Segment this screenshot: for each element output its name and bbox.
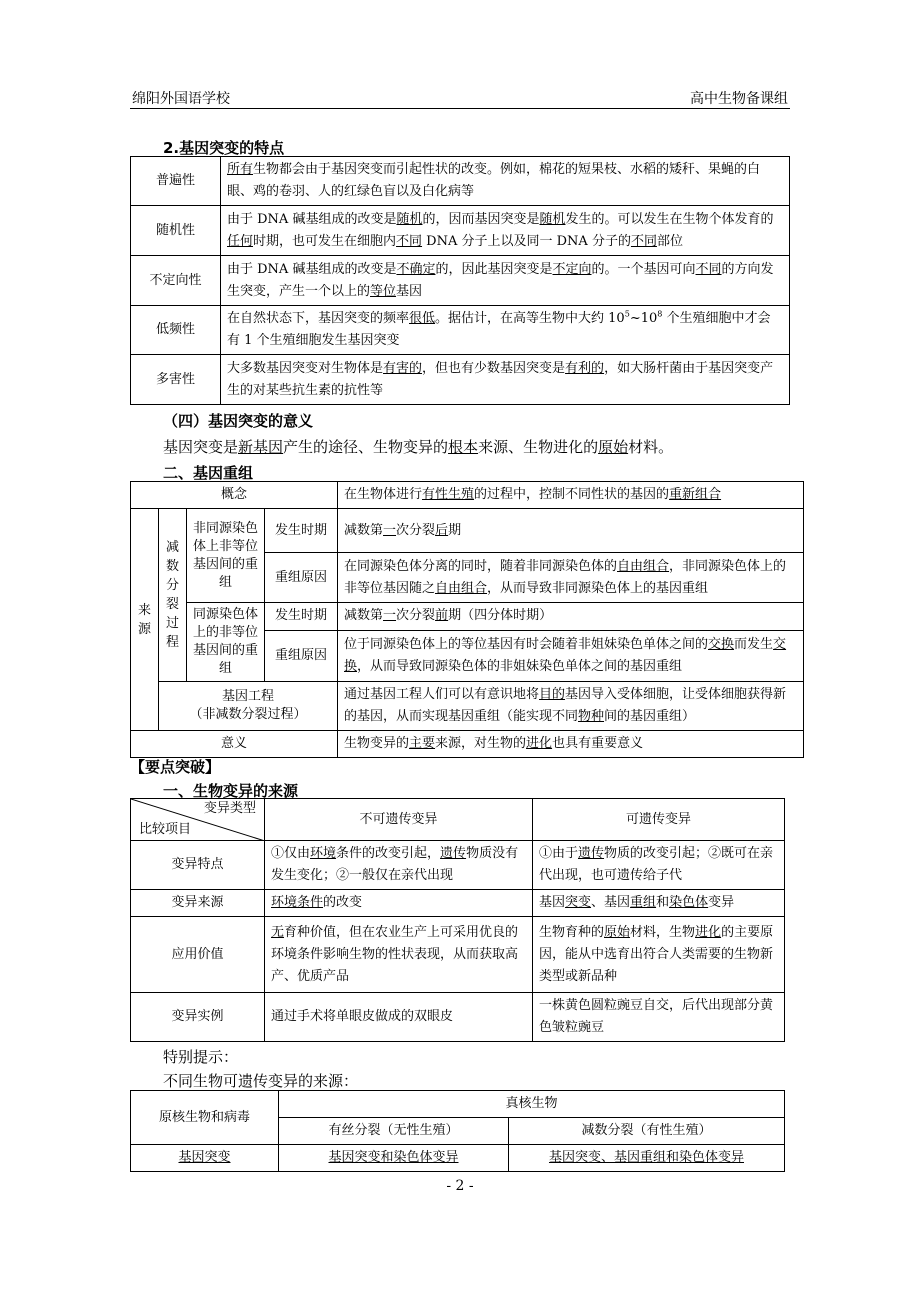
significance-text: 基因突变是新基因产生的途径、生物变异的根本来源、生物进化的原始材料。 <box>163 438 674 456</box>
variation-row <box>131 993 785 1042</box>
eukaryote-label: 真核生物 <box>279 1091 785 1118</box>
variation-row <box>131 890 785 917</box>
meaning-text: 生物变异的主要来源，对生物的进化也具有重要意义 <box>338 731 804 758</box>
type1-label: 非同源染色体上非等位基因间的重组 <box>187 509 265 603</box>
engineering-label: 基因工程 （非减数分裂过程） <box>159 682 338 731</box>
variation-row <box>131 917 785 993</box>
variation-table <box>130 798 785 1042</box>
trait-row <box>131 206 790 256</box>
traits-table <box>130 156 790 405</box>
diagonal-header <box>131 799 265 841</box>
variation-row <box>131 841 785 890</box>
diagonal-bottom-label: 比较项目 <box>139 822 192 837</box>
type2-label: 同源染色体上的非等位基因间的重组 <box>187 603 265 682</box>
variation-row-label: 变异特点 <box>131 841 265 890</box>
non-heritable-cell: ①仅由环境条件的改变引起，遗传物质没有发生变化；②一般仅在亲代出现 <box>265 841 533 890</box>
trait-description: 在自然状态下，基因突变的频率很低。据估计，在高等生物中大约 $10^5\sim 10^8$ 个生殖细胞中才会有 1 个生殖细胞发生基因突变 <box>221 306 790 355</box>
trait-row <box>131 306 790 355</box>
non-heritable-cell: 环境条件的改变 <box>265 890 533 917</box>
variation-row-label: 变异来源 <box>131 890 265 917</box>
trait-description: 由于 DNA 碱基组成的改变是不确定的，因此基因突变是不定向的。一个基因可向不同的方向发生突变，产生一个以上的等位基因 <box>221 256 790 306</box>
trait-description: 所有生物都会由于基因突变而引起性状的改变。例如，棉花的短果枝、水稻的矮秆、果蝇的白眼、鸡的卷羽、人的红绿色盲以及白化病等 <box>221 157 790 206</box>
type1-period: 减数第一次分裂后期 <box>338 509 804 553</box>
non-heritable-cell: 通过手术将单眼皮做成的双眼皮 <box>265 993 533 1042</box>
prokaryote-value: 基因突变 <box>131 1145 279 1172</box>
mitosis-label: 有丝分裂（无性生殖） <box>279 1118 509 1145</box>
trait-name: 不定向性 <box>131 256 221 306</box>
type2-reason-label: 重组原因 <box>265 630 338 681</box>
heritable-cell: 基因突变、基因重组和染色体变异 <box>533 890 785 917</box>
trait-description: 由于 DNA 碱基组成的改变是随机的，因而基因突变是随机发生的。可以发生在生物个体发育的任何时期，也可发生在细胞内不同 DNA 分子上以及同一 DNA 分子的不同部位 <box>221 206 790 256</box>
trait-name: 低频性 <box>131 306 221 355</box>
source-label: 来 源 <box>131 509 159 731</box>
heading-significance: （四）基因突变的意义 <box>163 412 314 430</box>
mitosis-value: 基因突变和染色体变异 <box>279 1145 509 1172</box>
engineering-text: 通过基因工程人们可以有意识地将目的基因导入受体细胞，让受体细胞获得新的基因，从而实现基因重组（能实现不同物种间的基因重组） <box>338 682 804 731</box>
col-heritable: 可遗传变异 <box>533 799 785 841</box>
meiosis-value: 基因突变、基因重组和染色体变异 <box>509 1145 785 1172</box>
trait-row <box>131 256 790 306</box>
heritable-cell: 生物育种的原始材料，生物进化的主要原因，能从中选育出符合人类需要的生物新类型或新品种 <box>533 917 785 993</box>
special-tip: 特别提示： <box>163 1048 239 1066</box>
concept-text: 在生物体进行有性生殖的过程中，控制不同性状的基因的重新组合 <box>338 482 804 509</box>
meaning-label: 意义 <box>131 731 338 758</box>
heading-traits: 2.基因突变的特点 <box>163 139 285 157</box>
diagonal-top-label: 变异类型 <box>203 801 256 816</box>
type1-reason: 在同源染色体分离的同时，随着非同源染色体的自由组合，非同源染色体上的非等位基因随之自由组合，从而导致非同源染色体上的基因重组 <box>338 553 804 603</box>
type1-period-label: 发生时期 <box>265 509 338 553</box>
heading-variation: 一、生物变异的来源 <box>163 782 299 800</box>
variation-row-label: 应用价值 <box>131 917 265 993</box>
variation-row-label: 变异实例 <box>131 993 265 1042</box>
trait-row <box>131 355 790 405</box>
header-rule <box>130 108 790 109</box>
trait-name: 多害性 <box>131 355 221 405</box>
heritable-cell: 一株黄色圆粒豌豆自交，后代出现部分黄色皱粒豌豆 <box>533 993 785 1042</box>
header-school: 绵阳外国语学校 <box>132 91 230 107</box>
trait-row <box>131 157 790 206</box>
trait-description: 大多数基因突变对生物体是有害的，但也有少数基因突变是有利的，如大肠杆菌由于基因突变产生的对某些抗生素的抗性等 <box>221 355 790 405</box>
heading-recombination: 二、基因重组 <box>163 464 254 482</box>
concept-label: 概念 <box>131 482 338 509</box>
type2-period-label: 发生时期 <box>265 603 338 631</box>
recombination-table <box>130 481 804 758</box>
header-group: 高中生物备课组 <box>690 91 788 107</box>
type2-period: 减数第一次分裂前期（四分体时期） <box>338 603 804 631</box>
sources-intro: 不同生物可遗传变异的来源： <box>163 1072 359 1090</box>
meiosis-col-label: 减数分裂（有性生殖） <box>509 1118 785 1145</box>
type1-reason-label: 重组原因 <box>265 553 338 603</box>
prokaryote-label: 原核生物和病毒 <box>131 1091 279 1145</box>
heritable-cell: ①由于遗传物质的改变引起；②既可在亲代出现，也可遗传给子代 <box>533 841 785 890</box>
page-number: - 2 - <box>446 1178 474 1194</box>
trait-name: 普遍性 <box>131 157 221 206</box>
type2-reason: 位于同源染色体上的等位基因有时会随着非姐妹染色单体之间的交换而发生交换，从而导致同源染色体的非姐妹染色单体之间的基因重组 <box>338 630 804 681</box>
heading-key-points: 【要点突破】 <box>130 758 221 776</box>
trait-name: 随机性 <box>131 206 221 256</box>
col-non-heritable: 不可遗传变异 <box>265 799 533 841</box>
meiosis-label: 减 数 分 裂 过 程 <box>159 509 187 682</box>
sources-table <box>130 1090 785 1172</box>
non-heritable-cell: 无育种价值，但在农业生产上可采用优良的环境条件影响生物的性状表现，从而获取高产、优质产品 <box>265 917 533 993</box>
